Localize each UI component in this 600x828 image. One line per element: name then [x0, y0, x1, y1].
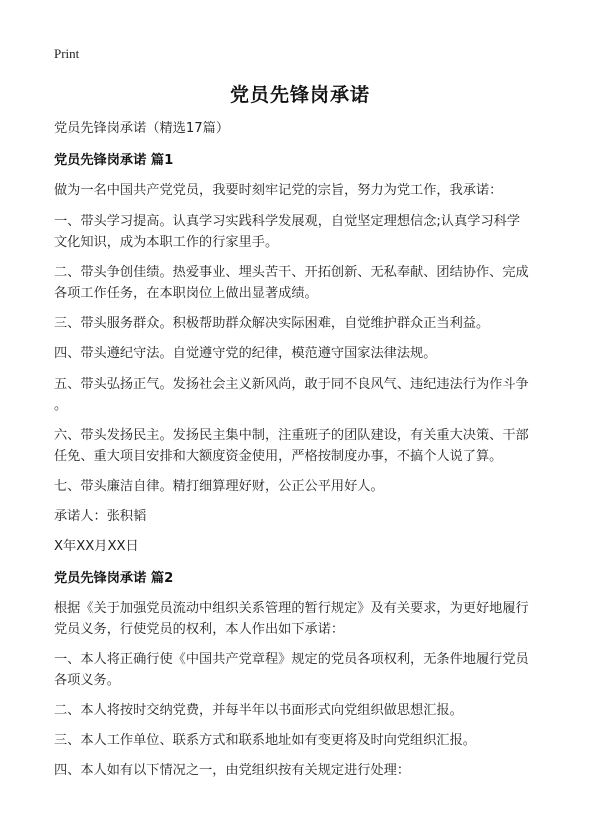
section1-heading: 党员先锋岗承诺 篇1: [54, 153, 174, 168]
paragraph: 一、本人将正确行使《中国共产党章程》规定的党员各项权利，无条件地履行党员: [54, 652, 529, 667]
paragraph: 任免、重大项目安排和大额度资金使用，严格按制度办事，不搞个人说了算。: [54, 449, 503, 464]
paragraph: 一、带头学习提高。认真学习实践科学发展观，自觉坚定理想信念;认真学习科学: [54, 214, 521, 229]
paragraph: 文化知识，成为本职工作的行家里手。: [54, 235, 279, 250]
paragraph: 六、带头发扬民主。发扬民主集中制，注重班子的团队建设，有关重大决策、干部: [54, 428, 529, 443]
paragraph: 。: [54, 398, 68, 413]
date: X年XX月XX日: [54, 539, 139, 554]
document-subtitle: 党员先锋岗承诺（精选17篇）: [54, 121, 230, 136]
print-label[interactable]: Print: [54, 46, 80, 61]
paragraph: 各项义务。: [54, 673, 120, 688]
signer: 承诺人：张积韬: [54, 509, 147, 524]
section2-heading: 党员先锋岗承诺 篇2: [54, 571, 174, 586]
paragraph: 七、带头廉洁自律。精打细算理好财，公正公平用好人。: [54, 479, 384, 494]
page-title: 党员先锋岗承诺: [229, 84, 370, 106]
paragraph: 四、带头遵纪守法。自觉遵守党的纪律，模范遵守国家法律法规。: [54, 346, 437, 361]
paragraph: 做为一名中国共产党党员，我要时刻牢记党的宗旨，努力为党工作，我承诺：: [54, 183, 503, 198]
paragraph: 根据《关于加强党员流动中组织关系管理的暂行规定》及有关要求，为更好地履行: [54, 601, 529, 616]
paragraph: 二、本人将按时交纳党费，并每半年以书面形式向党组织做思想汇报。: [54, 703, 463, 718]
paragraph: 二、带头争创佳绩。热爱事业、埋头苦干、开拓创新、无私奉献、团结协作、完成: [54, 265, 529, 280]
paragraph: 党员义务，行使党员的权利，本人作出如下承诺：: [54, 622, 345, 637]
paragraph: 各项工作任务，在本职岗位上做出显著成绩。: [54, 286, 318, 301]
paragraph: 三、带头服务群众。积极帮助群众解决实际困难，自觉维护群众正当利益。: [54, 316, 490, 331]
paragraph: 四、本人如有以下情况之一，由党组织按有关规定进行处理：: [54, 763, 411, 778]
paragraph: 三、本人工作单位、联系方式和联系地址如有变更将及时向党组织汇报。: [54, 733, 476, 748]
paragraph: 五、带头弘扬正气。发扬社会主义新风尚，敢于同不良风气、违纪违法行为作斗争: [54, 377, 529, 392]
